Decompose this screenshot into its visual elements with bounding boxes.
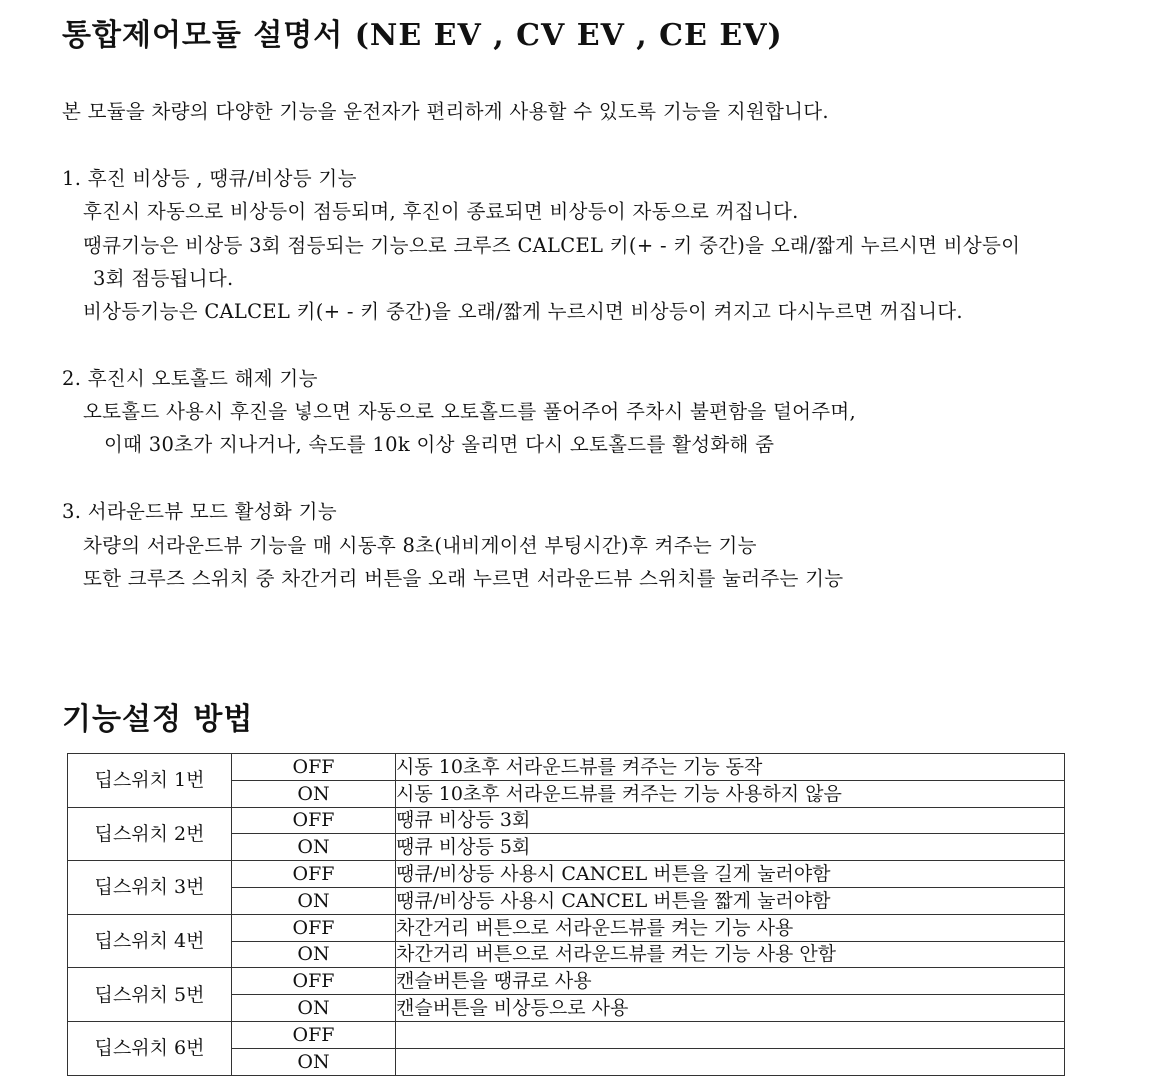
state-description	[396, 1021, 1065, 1048]
dip-switch-name: 딥스위치 5번	[68, 968, 232, 1022]
section-1-line: 땡큐기능은 비상등 3회 점등되는 기능으로 크루즈 CALCEL 키(+ - 키 중간)을 오래/짧게 누르시면 비상등이	[83, 234, 1021, 257]
table-row	[68, 1021, 1065, 1048]
dip-switch-name: 딥스위치 6번	[68, 1021, 232, 1075]
section-2-line: 이때 30초가 지나거나, 속도를 10k 이상 올리면 다시 오토홀드를 활성화해 줌	[104, 433, 775, 456]
section-1-line: 후진시 자동으로 비상등이 점등되며, 후진이 종료되면 비상등이 자동으로 꺼집니다.	[83, 200, 799, 223]
state-description: 시동 10초후 서라운드뷰를 켜주는 기능 동작	[396, 754, 1065, 781]
dip-switch-name: 딥스위치 4번	[68, 914, 232, 968]
state-on: ON	[232, 834, 396, 861]
state-on: ON	[232, 941, 396, 968]
state-description: 시동 10초후 서라운드뷰를 켜주는 기능 사용하지 않음	[396, 780, 1065, 807]
section-1-line: 비상등기능은 CALCEL 키(+ - 키 중간)을 오래/짧게 누르시면 비상등이 켜지고 다시누르면 꺼집니다.	[83, 300, 963, 323]
dip-switch-table	[67, 753, 1065, 1076]
dip-switch-name: 딥스위치 1번	[68, 754, 232, 808]
state-on: ON	[232, 1048, 396, 1075]
state-description: 땡큐 비상등 3회	[396, 807, 1065, 834]
section-2-heading: 2. 후진시 오토홀드 해제 기능	[62, 367, 318, 390]
section-3-line: 또한 크루즈 스위치 중 차간거리 버튼을 오래 누르면 서라운드뷰 스위치를 눌러주는 기능	[83, 567, 844, 590]
settings-heading: 기능설정 방법	[62, 702, 254, 737]
state-description: 캔슬버튼을 비상등으로 사용	[396, 995, 1065, 1022]
state-description: 차간거리 버튼으로 서라운드뷰를 켜는 기능 사용	[396, 914, 1065, 941]
dip-switch-name: 딥스위치 2번	[68, 807, 232, 861]
state-on: ON	[232, 780, 396, 807]
state-off: OFF	[232, 861, 396, 888]
state-description: 차간거리 버튼으로 서라운드뷰를 켜는 기능 사용 안함	[396, 941, 1065, 968]
state-description	[396, 1048, 1065, 1075]
table-row	[68, 861, 1065, 888]
table-row	[68, 914, 1065, 941]
section-2-line: 오토홀드 사용시 후진을 넣으면 자동으로 오토홀드를 풀어주어 주차시 불편함을 덜어주며,	[83, 400, 857, 423]
section-1-line: 3회 점등됩니다.	[93, 267, 234, 290]
state-off: OFF	[232, 1021, 396, 1048]
section-1-heading: 1. 후진 비상등 , 땡큐/비상등 기능	[62, 167, 357, 190]
table-row	[68, 968, 1065, 995]
section-3-heading: 3. 서라운드뷰 모드 활성화 기능	[62, 500, 337, 523]
state-description: 땡큐/비상등 사용시 CANCEL 버튼을 길게 눌러야함	[396, 861, 1065, 888]
state-off: OFF	[232, 807, 396, 834]
intro-text: 본 모듈을 차량의 다양한 기능을 운전자가 편리하게 사용할 수 있도록 기능을 지원합니다.	[62, 100, 829, 123]
dip-switch-name: 딥스위치 3번	[68, 861, 232, 915]
state-off: OFF	[232, 968, 396, 995]
state-off: OFF	[232, 914, 396, 941]
state-description: 땡큐 비상등 5회	[396, 834, 1065, 861]
state-on: ON	[232, 887, 396, 914]
table-row	[68, 754, 1065, 781]
state-on: ON	[232, 995, 396, 1022]
section-3-line: 차량의 서라운드뷰 기능을 매 시동후 8초(내비게이션 부팅시간)후 켜주는 기능	[83, 534, 757, 557]
document-title: 통합제어모듈 설명서 (NE EV , CV EV , CE EV)	[62, 18, 783, 53]
state-description: 캔슬버튼을 땡큐로 사용	[396, 968, 1065, 995]
state-off: OFF	[232, 754, 396, 781]
table-row	[68, 807, 1065, 834]
state-description: 땡큐/비상등 사용시 CANCEL 버튼을 짧게 눌러야함	[396, 887, 1065, 914]
